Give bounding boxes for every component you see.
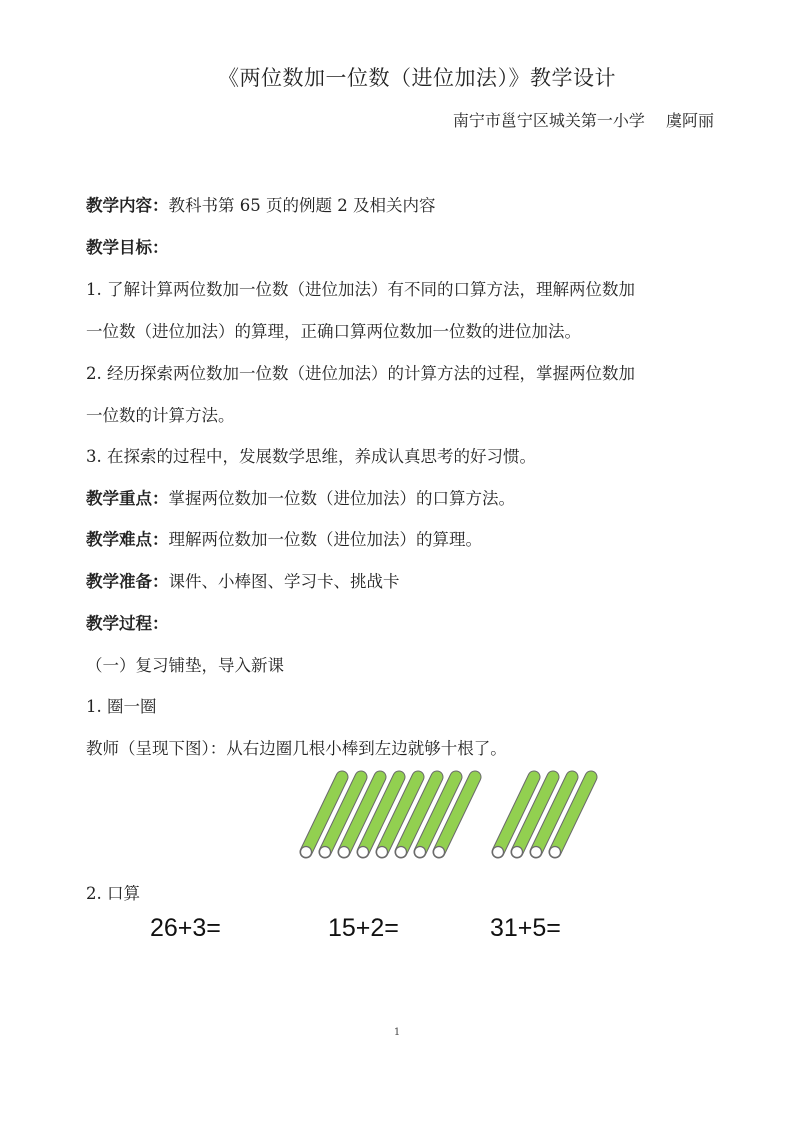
page-number: 1	[393, 1027, 401, 1038]
key-point-label: 教学重点：	[86, 489, 169, 508]
right-stick-group	[493, 777, 592, 858]
goal-line: 2. 经历探索两位数加一位数（进位加法）的计算方法的过程，掌握两位数加	[86, 364, 635, 383]
process-heading-label: 教学过程：	[86, 614, 169, 633]
teaching-content-text: 教科书第 65 页的例题 2 及相关内容	[168, 196, 436, 215]
equation: 31+5=	[490, 914, 561, 942]
goal-line: 一位数的计算方法。	[86, 406, 235, 425]
goal-line: 1. 了解计算两位数加一位数（进位加法）有不同的口算方法，理解两位数加	[86, 280, 635, 299]
equation: 15+2=	[328, 914, 399, 942]
equation: 26+3=	[150, 914, 221, 942]
section-one-heading: （一）复习铺垫，导入新课	[86, 656, 284, 675]
item-circle-heading: 1. 圈一圈	[86, 697, 157, 716]
document-title: 《两位数加一位数（进位加法）》教学设计	[218, 66, 616, 90]
key-point-text: 掌握两位数加一位数（进位加法）的口算方法。	[168, 489, 515, 508]
goal-line: 3. 在探索的过程中，发展数学思维，养成认真思考的好习惯。	[86, 447, 536, 466]
left-stick-group	[301, 777, 476, 858]
goals-heading-label: 教学目标：	[86, 238, 169, 257]
difficulty-text: 理解两位数加一位数（进位加法）的算理。	[168, 530, 482, 549]
author-line: 南宁市邕宁区城关第一小学 虞阿丽	[452, 111, 714, 130]
difficulty-label: 教学难点：	[86, 530, 169, 549]
teaching-content-label: 教学内容：	[86, 196, 169, 215]
item-mental-math-heading: 2. 口算	[86, 884, 140, 903]
goal-line: 一位数（进位加法）的算理，正确口算两位数加一位数的进位加法。	[86, 322, 581, 341]
teacher-instruction: 教师（呈现下图）：从右边圈几根小棒到左边就够十根了。	[86, 739, 507, 758]
preparation-label: 教学准备：	[86, 572, 169, 591]
preparation-text: 课件、小棒图、学习卡、挑战卡	[168, 572, 400, 591]
